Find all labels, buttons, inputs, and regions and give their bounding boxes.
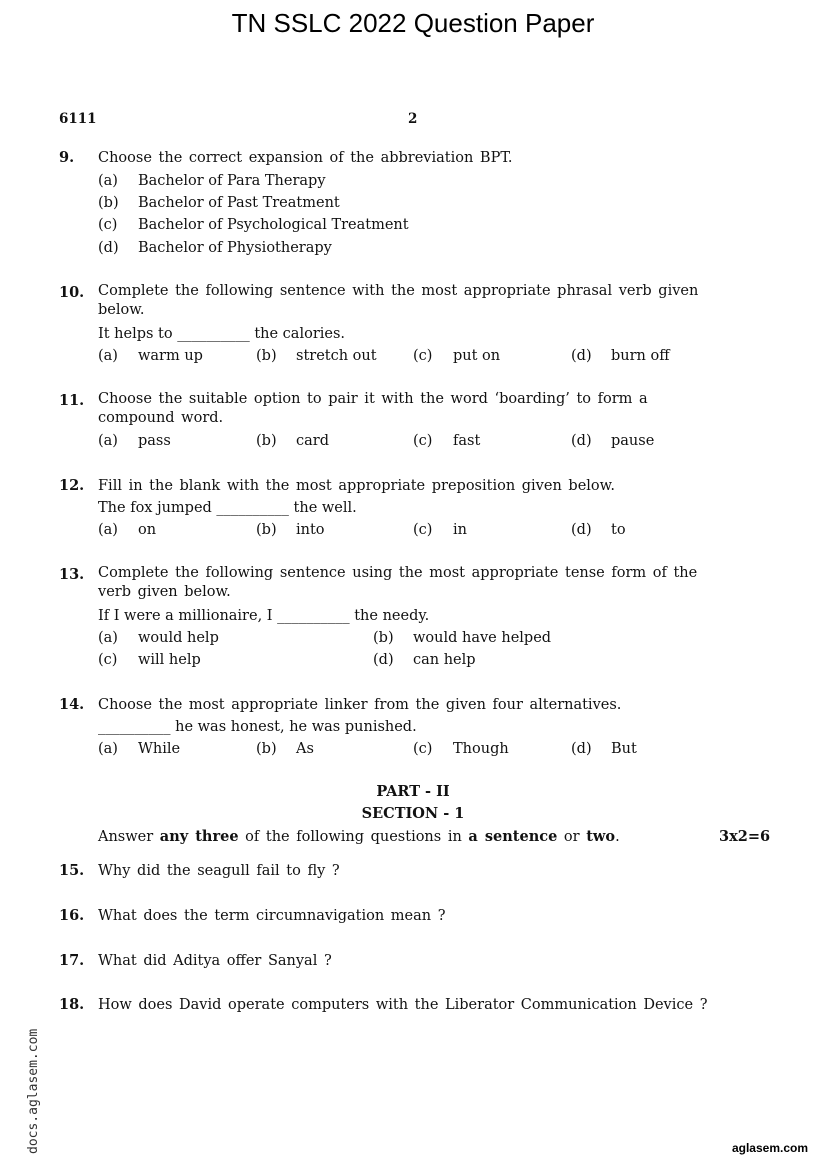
option-d xyxy=(98,237,332,259)
option-label: (a) xyxy=(98,522,118,538)
option-text: pass xyxy=(138,433,171,449)
option-text: warm up xyxy=(138,348,203,364)
option-label: (d) xyxy=(571,741,592,757)
question-text: Choose the suitable option to pair it with the word ‘boarding’ to form a compound word. xyxy=(98,391,648,426)
section-marks: 3x2=6 xyxy=(719,828,771,845)
question-sentence: __________ he was honest, he was punished. xyxy=(98,719,417,735)
option-c xyxy=(98,214,409,236)
option-c xyxy=(413,345,500,367)
question-text: What did Aditya offer Sanyal ? xyxy=(98,953,332,969)
option-a xyxy=(98,519,156,541)
section-instructions xyxy=(98,828,620,845)
option-b xyxy=(373,627,551,649)
option-c xyxy=(413,519,467,541)
option-d xyxy=(571,345,670,367)
option-text: burn off xyxy=(611,348,670,364)
option-a xyxy=(98,430,171,452)
option-text: fast xyxy=(453,433,481,449)
question-number: 13. xyxy=(59,566,85,583)
instr-text: or xyxy=(557,829,587,845)
option-c xyxy=(98,649,201,671)
option-text: pause xyxy=(611,433,655,449)
part-title: PART - II xyxy=(376,783,450,800)
option-label: (b) xyxy=(373,630,394,646)
question-text: Choose the correct expansion of the abbreviation BPT. xyxy=(98,150,513,166)
instr-text: . xyxy=(615,829,620,845)
question-number: 15. xyxy=(59,862,85,879)
option-text: Bachelor of Physiotherapy xyxy=(138,240,332,256)
option-text: put on xyxy=(453,348,501,364)
option-label: (c) xyxy=(413,522,433,538)
question-sentence: It helps to __________ the calories. xyxy=(98,326,346,342)
option-label: (a) xyxy=(98,348,118,364)
footer-watermark: aglasem.com xyxy=(731,1141,808,1155)
option-label: (d) xyxy=(98,240,119,256)
instr-text: Answer xyxy=(98,829,160,845)
instr-text: of the following questions in xyxy=(238,829,469,845)
option-a xyxy=(98,738,180,760)
question-number: 18. xyxy=(59,996,85,1013)
option-a xyxy=(98,627,219,649)
option-label: (d) xyxy=(571,433,592,449)
option-b xyxy=(256,519,325,541)
section-title: SECTION - 1 xyxy=(361,805,465,822)
question-number: 16. xyxy=(59,907,85,924)
option-label: (d) xyxy=(571,522,592,538)
option-label: (c) xyxy=(413,741,433,757)
option-text: to xyxy=(611,522,626,538)
option-text: As xyxy=(296,741,314,757)
option-label: (a) xyxy=(98,433,118,449)
question-number: 10. xyxy=(59,284,85,301)
option-label: (c) xyxy=(98,652,118,668)
option-label: (b) xyxy=(256,741,277,757)
option-label: (a) xyxy=(98,741,118,757)
option-a xyxy=(98,170,326,192)
document-banner-title: TN SSLC 2022 Question Paper xyxy=(231,8,595,38)
option-text: While xyxy=(138,741,181,757)
question-text: Choose the most appropriate linker from the given four alternatives. xyxy=(98,697,622,713)
option-d xyxy=(571,738,637,760)
option-label: (b) xyxy=(98,195,119,211)
option-label: (d) xyxy=(571,348,592,364)
question-sentence: The fox jumped __________ the well. xyxy=(98,500,357,516)
option-label: (a) xyxy=(98,630,118,646)
option-b xyxy=(256,738,314,760)
instr-emphasis: a sentence xyxy=(468,828,558,845)
option-d xyxy=(373,649,476,671)
option-label: (c) xyxy=(413,348,433,364)
option-text: Bachelor of Para Therapy xyxy=(138,173,326,189)
question-text: Fill in the blank with the most appropriate preposition given below. xyxy=(98,478,615,494)
option-label: (a) xyxy=(98,173,118,189)
option-b xyxy=(98,192,340,214)
question-text: What does the term circumnavigation mean ? xyxy=(98,908,446,924)
side-watermark: docs.aglasem.com xyxy=(26,1028,41,1154)
option-text: in xyxy=(453,522,467,538)
option-label: (b) xyxy=(256,348,277,364)
option-text: would help xyxy=(138,630,219,646)
option-label: (c) xyxy=(413,433,433,449)
option-d xyxy=(571,519,626,541)
question-sentence: If I were a millionaire, I __________ the needy. xyxy=(98,608,430,624)
option-text: stretch out xyxy=(296,348,377,364)
question-number: 17. xyxy=(59,952,85,969)
option-text: can help xyxy=(413,652,476,668)
option-label: (b) xyxy=(256,433,277,449)
option-label: (b) xyxy=(256,522,277,538)
paper-code: 6111 xyxy=(59,111,97,127)
option-b xyxy=(256,345,377,367)
question-text: How does David operate computers with the Liberator Communication Device ? xyxy=(98,997,708,1013)
option-text: into xyxy=(296,522,325,538)
option-text: will help xyxy=(138,652,201,668)
option-c xyxy=(413,430,480,452)
question-number: 12. xyxy=(59,477,85,494)
instr-emphasis: any three xyxy=(159,828,239,845)
option-a xyxy=(98,345,203,367)
option-text: Bachelor of Psychological Treatment xyxy=(138,217,409,233)
option-b xyxy=(256,430,329,452)
option-text: on xyxy=(138,522,157,538)
option-label: (d) xyxy=(373,652,394,668)
option-text: would have helped xyxy=(413,630,552,646)
question-text: Complete the following sentence with the most appropriate phrasal verb given below. xyxy=(98,283,699,318)
option-text: But xyxy=(611,741,637,757)
question-number: 14. xyxy=(59,696,85,713)
question-text: Why did the seagull fail to fly ? xyxy=(98,863,340,879)
question-number: 9. xyxy=(59,149,75,166)
option-text: Though xyxy=(453,741,509,757)
option-c xyxy=(413,738,509,760)
instr-emphasis: two xyxy=(586,828,616,845)
page-number: 2 xyxy=(408,111,418,127)
option-label: (c) xyxy=(98,217,118,233)
option-d xyxy=(571,430,654,452)
question-text: Complete the following sentence using the most appropriate tense form of the verb given below. xyxy=(98,565,698,600)
option-text: Bachelor of Past Treatment xyxy=(138,195,340,211)
option-text: card xyxy=(296,433,329,449)
question-number: 11. xyxy=(59,392,85,409)
